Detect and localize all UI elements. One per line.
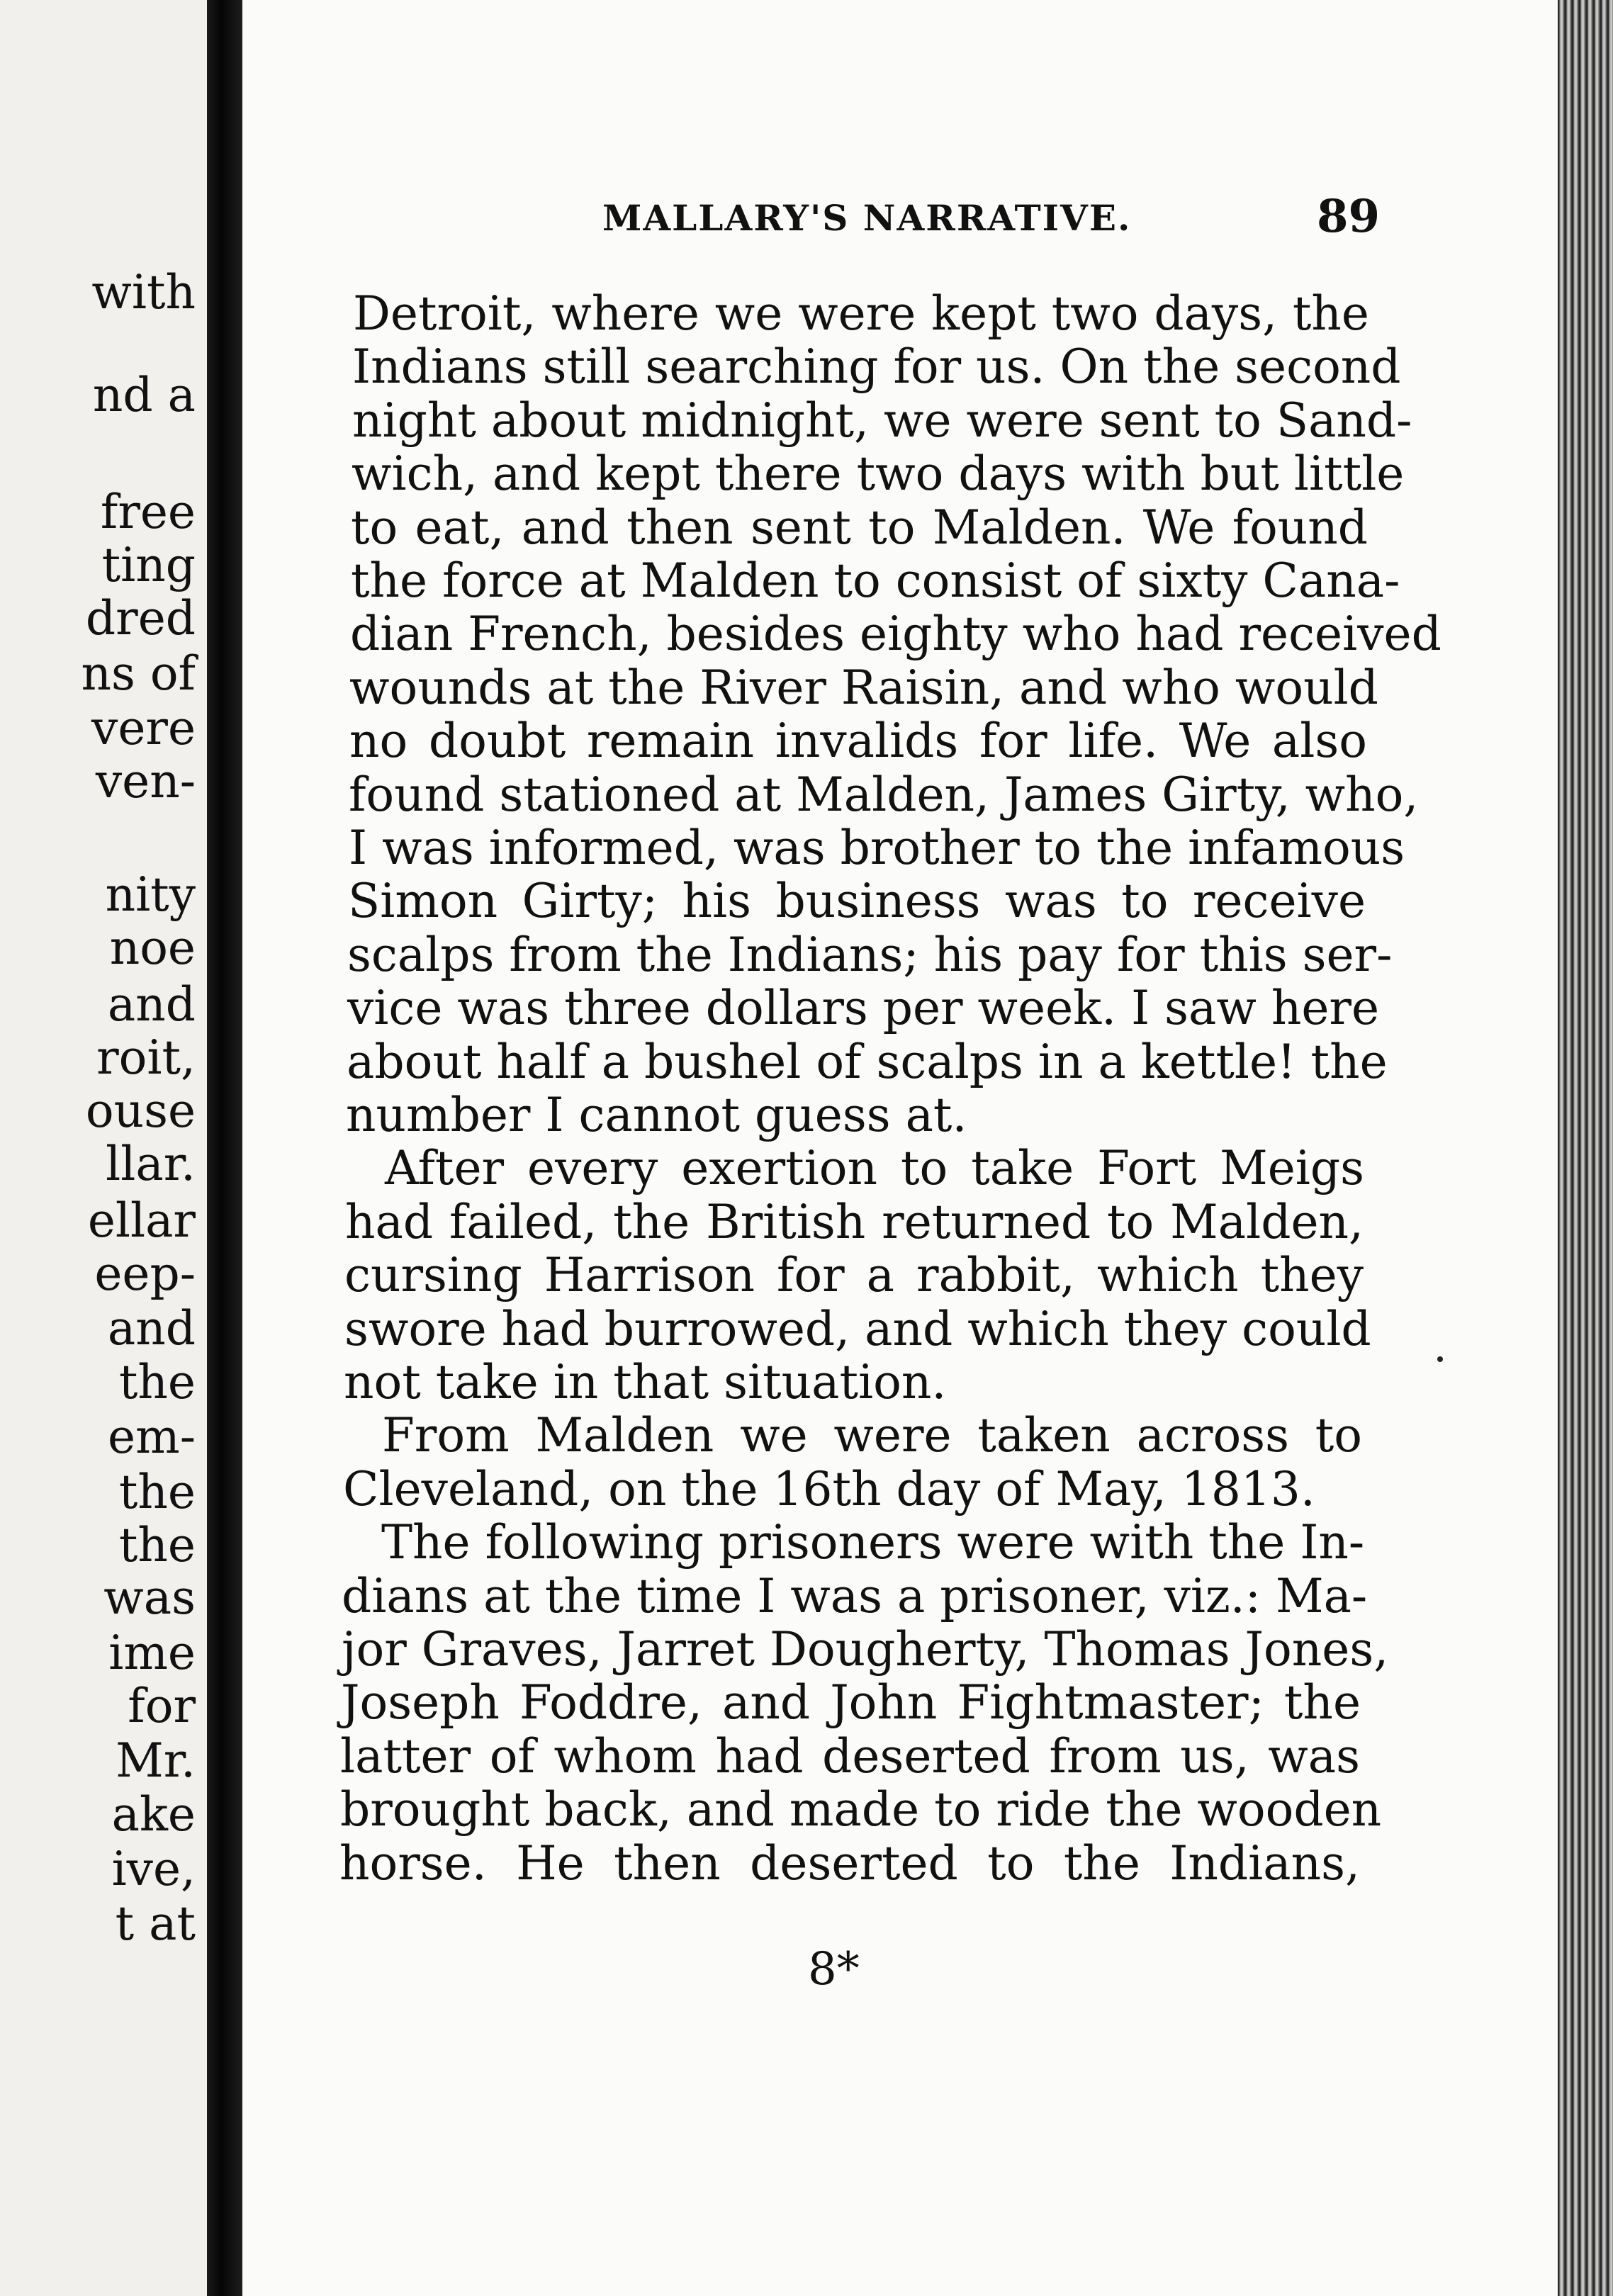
facing-page-line: noe (109, 921, 196, 975)
facing-page-line: free (100, 485, 196, 539)
signature-mark: 8* (808, 1943, 860, 1996)
body-line: I was informed, was brother to the infamous (349, 821, 1405, 875)
facing-page-line: and (107, 1301, 196, 1356)
facing-page-line: ake (111, 1787, 196, 1842)
body-line: the force at Malden to consist of sixty Cana- (351, 553, 1400, 608)
facing-page-line: the (118, 1518, 196, 1572)
body-line: Cleveland, on the 16th day of May, 1813. (343, 1462, 1315, 1516)
body-line: about half a bushel of scalps in a kettle! the (347, 1035, 1388, 1089)
body-line: jor Graves, Jarret Dougherty, Thomas Jones, (342, 1622, 1389, 1677)
body-line: dian French, besides eighty who had received (350, 607, 1441, 661)
body-line: horse. He then deserted to the Indians, (339, 1836, 1360, 1891)
facing-page-line: was (103, 1570, 196, 1625)
facing-page-line: ive, (111, 1842, 196, 1896)
body-line: latter of whom had deserted from us, was (340, 1729, 1360, 1784)
body-line: The following prisoners were with the In- (381, 1515, 1365, 1570)
page-edge (1558, 0, 1613, 2296)
body-line: Simon Girty; his business was to receive (348, 874, 1366, 928)
facing-page-line: ting (101, 538, 196, 592)
facing-page-line: dred (85, 591, 196, 646)
body-line: brought back, and made to ride the wooden (340, 1782, 1382, 1837)
ink-speck (1437, 1356, 1443, 1362)
facing-page-line: the (118, 1465, 196, 1519)
body-line: not take in that situation. (344, 1355, 947, 1409)
body-line: After every exertion to take Fort Meigs (385, 1141, 1364, 1195)
body-line: wounds at the River Raisin, and who would (349, 660, 1378, 715)
body-line: number I cannot guess at. (346, 1088, 967, 1142)
facing-page-line: ime (108, 1626, 196, 1680)
body-line: found stationed at Malden, James Girty, who, (349, 767, 1419, 822)
body-line: From Malden we were taken across to (382, 1408, 1362, 1463)
body-line: no doubt remain invalids for life. We also (349, 714, 1367, 768)
facing-page-line: Mr. (116, 1733, 196, 1788)
body-line: scalps from the Indians; his pay for this ser- (347, 928, 1393, 982)
body-line: Joseph Foddre, and John Fightmaster; the (341, 1675, 1361, 1730)
body-line: vice was three dollars per week. I saw here (347, 981, 1380, 1035)
facing-page-line: em- (108, 1409, 196, 1464)
page-number: 89 (1317, 190, 1381, 243)
facing-page-line: the (118, 1355, 196, 1409)
body-line: cursing Harrison for a rabbit, which they (344, 1248, 1364, 1302)
body-line: Indians still searching for us. On the second (352, 339, 1401, 394)
facing-page-line: for (128, 1679, 196, 1733)
facing-page-line: ellar (87, 1193, 196, 1248)
facing-page-line: llar. (106, 1137, 196, 1191)
facing-page-line: ns of (81, 646, 196, 701)
body-line: to eat, and then sent to Malden. We found (351, 500, 1368, 555)
body-line: Detroit, where we were kept two days, the (353, 286, 1369, 341)
facing-page-line: eep- (94, 1247, 196, 1301)
facing-page-line: roit, (96, 1030, 196, 1085)
body-line: night about midnight, we were sent to Sand- (352, 393, 1412, 448)
body-line: dians at the time I was a prisoner, viz.: Ma- (342, 1569, 1368, 1623)
facing-page-line: nity (105, 867, 196, 922)
facing-page-line: ven- (95, 754, 196, 809)
body-line: had failed, the British returned to Malden, (345, 1195, 1364, 1249)
facing-page-line: ouse (85, 1084, 196, 1138)
running-head: MALLARY'S NARRATIVE. (602, 197, 1132, 239)
book-gutter (207, 0, 242, 2296)
body-line: wich, and kept there two days with but little (352, 446, 1405, 501)
facing-page (0, 0, 206, 2296)
facing-page-line: vere (91, 701, 196, 755)
facing-page-line: t at (115, 1896, 196, 1951)
facing-page-line: with (91, 265, 196, 320)
body-line: swore had burrowed, and which they could (344, 1302, 1371, 1356)
facing-page-line: nd a (92, 368, 196, 422)
facing-page-line: and (107, 977, 196, 1032)
